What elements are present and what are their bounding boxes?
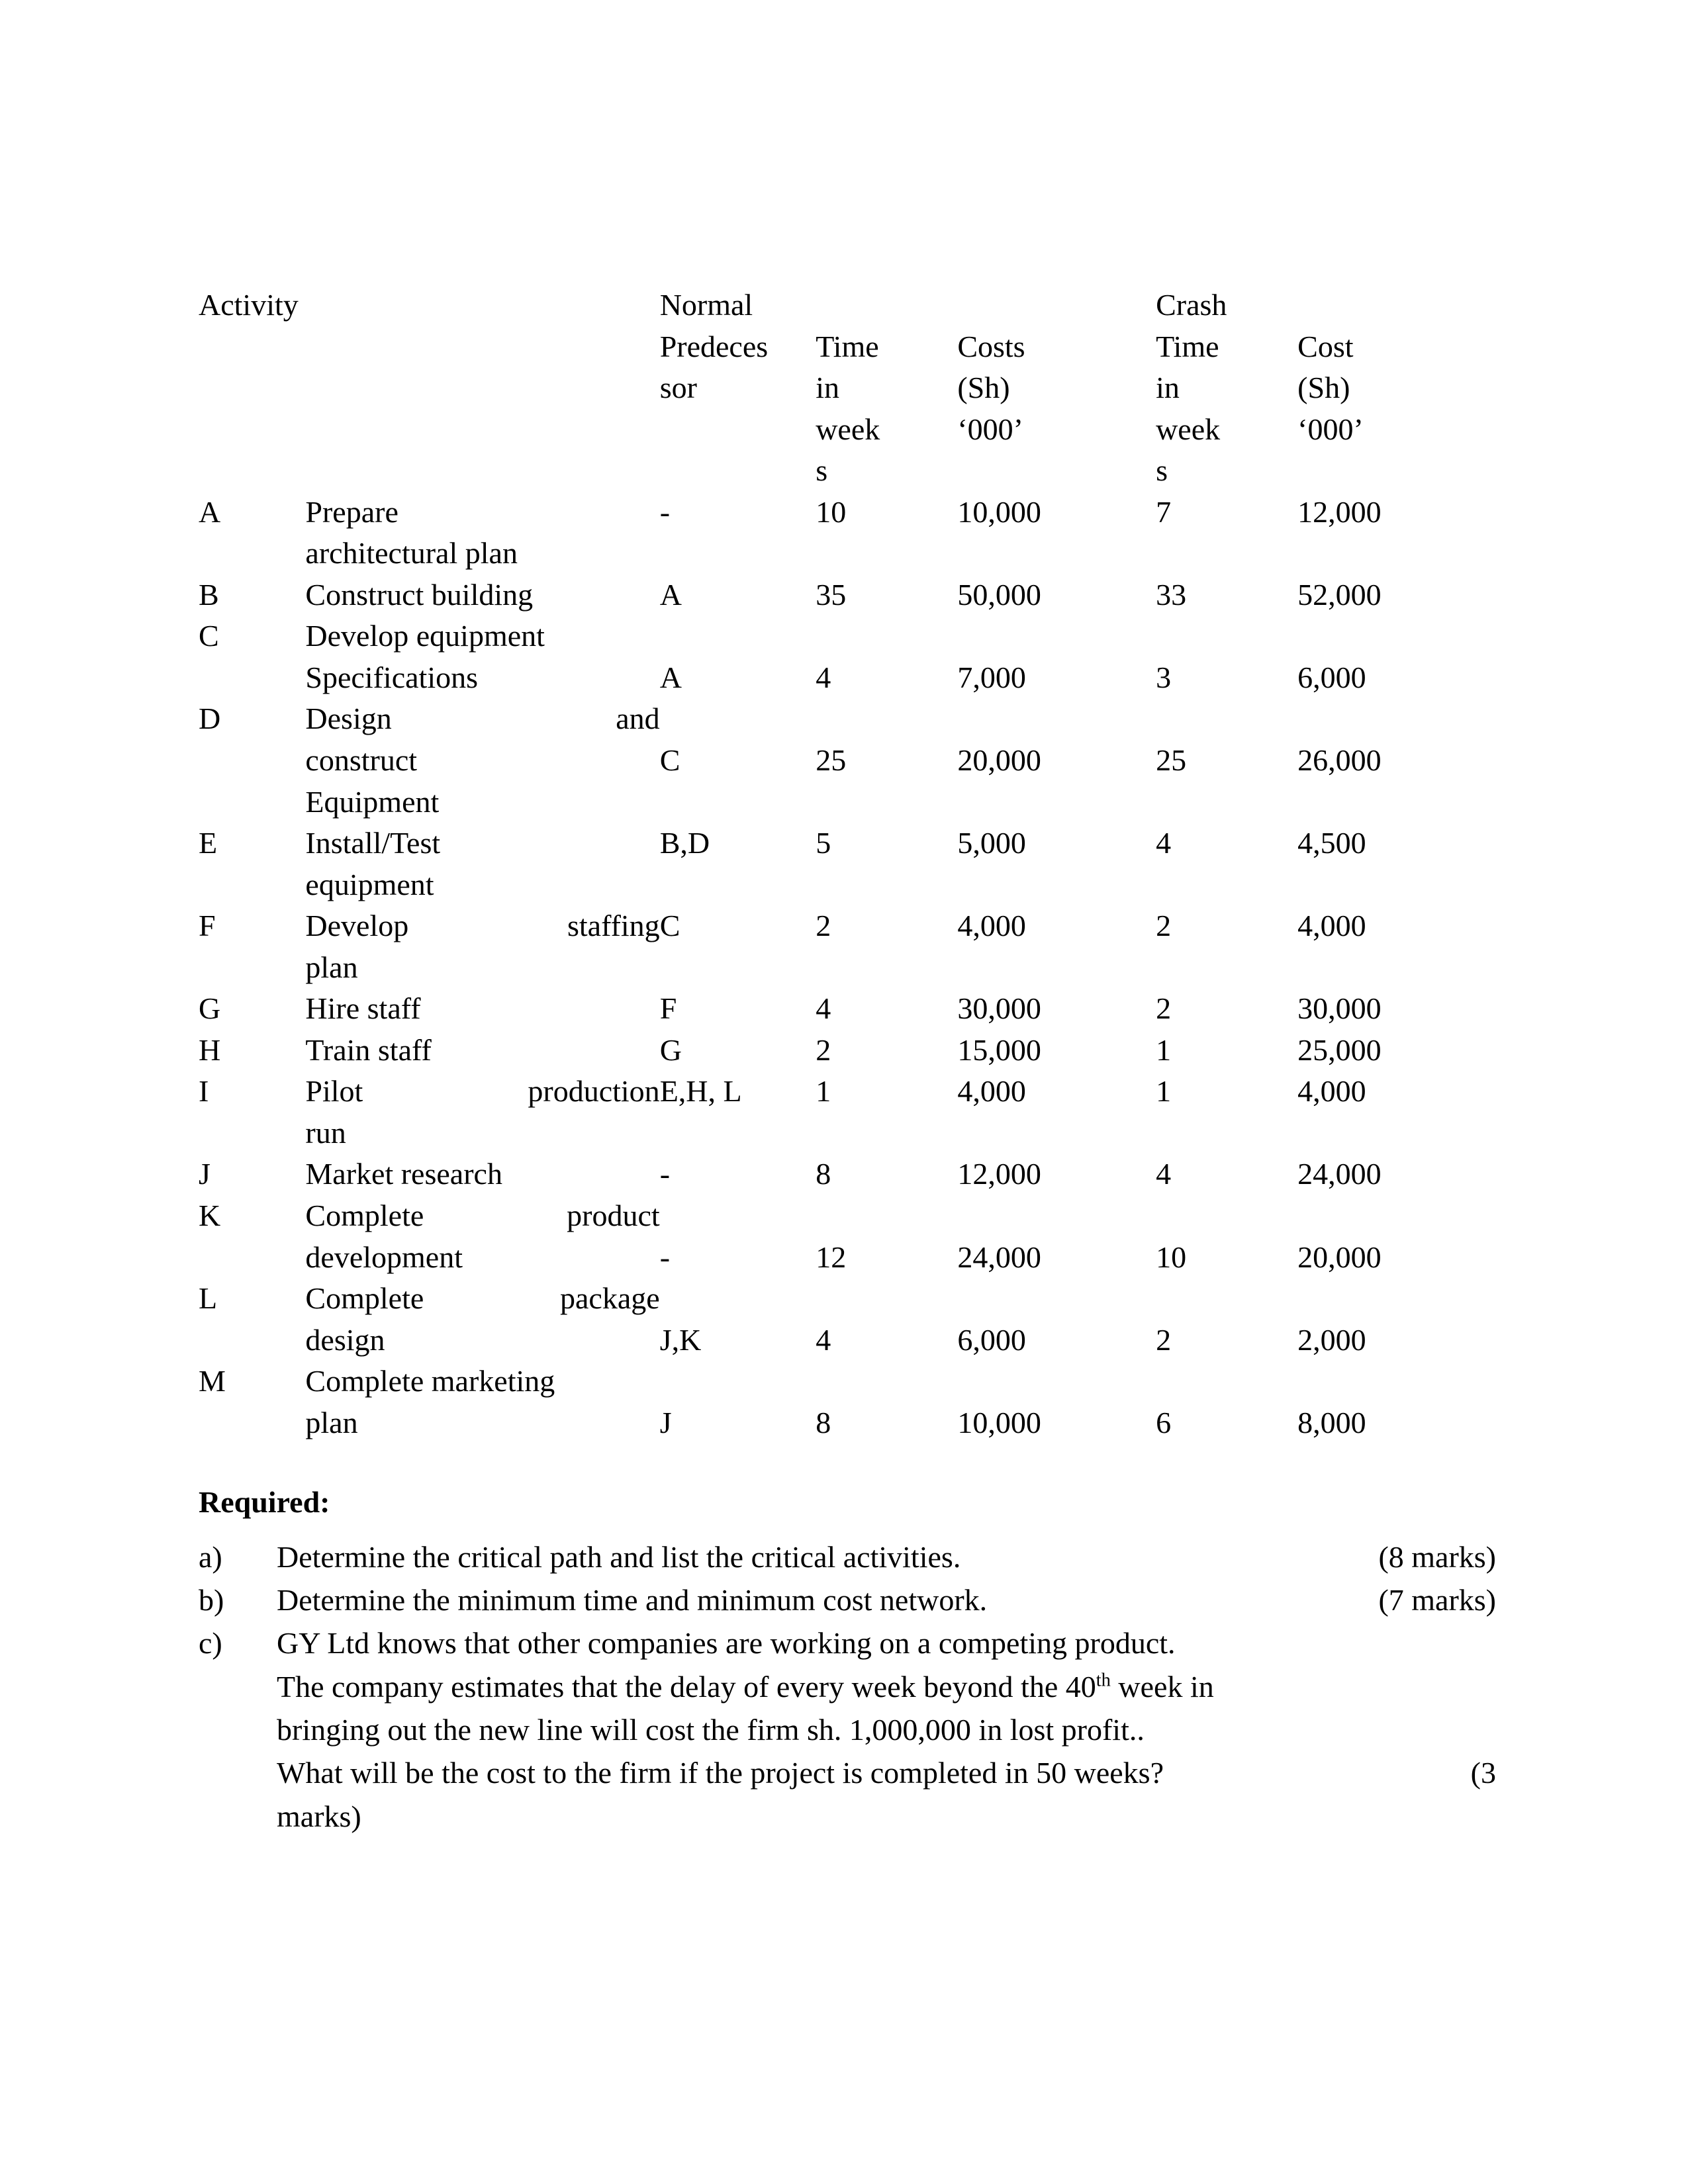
- question-text-b: Determine the minimum time and minimum cost network.: [277, 1583, 988, 1617]
- table-header-labels-row: [199, 326, 1496, 492]
- table-row: [199, 1030, 1496, 1071]
- row-code-blank: [199, 1113, 305, 1154]
- table-row-continuation: [199, 740, 1496, 782]
- table-row: [199, 574, 1496, 616]
- row-normal-time: 25: [816, 743, 847, 778]
- question-body-a: [277, 1535, 1496, 1578]
- question-marks-b: (7 marks): [1378, 1583, 1496, 1617]
- row-description-line1: Hire staff: [305, 991, 421, 1026]
- row-description-cont: [305, 1113, 659, 1154]
- header-normal-cost-line3: ‘000’: [957, 412, 1023, 446]
- row-description-cont: [305, 740, 659, 782]
- row-blank-cells: [660, 1361, 1496, 1402]
- row-description-line1: Train staff: [305, 1032, 432, 1067]
- row-description-line1: Pilot production: [305, 1074, 660, 1109]
- row-description-cont: [305, 657, 659, 699]
- header-normal-time-line4: s: [816, 453, 828, 488]
- row-blank-cells: [660, 864, 1496, 906]
- row-code-blank: [199, 782, 305, 823]
- row-blank-cells: [660, 698, 1496, 740]
- row-crash-time: 33: [1156, 577, 1187, 612]
- row-predecessor: C: [659, 743, 680, 778]
- row-normal-cost: 4,000: [957, 1074, 1026, 1109]
- row-description: [305, 1030, 659, 1071]
- header-blank-code: [199, 326, 305, 492]
- row-normal-time: 4: [816, 991, 831, 1026]
- row-normal-cost: 10,000: [957, 1405, 1041, 1439]
- row-code-blank: [199, 533, 305, 574]
- row-description-line2: architectural plan: [305, 536, 518, 570]
- row-crash-time: 1: [1156, 1074, 1172, 1109]
- header-group-crash: Crash: [1156, 288, 1227, 322]
- question-item-c: [199, 1621, 1496, 1664]
- row-code-blank: [199, 1402, 305, 1444]
- row-predecessor: -: [659, 1240, 671, 1274]
- question-body-c: [277, 1621, 1496, 1664]
- row-normal-cost: 15,000: [957, 1032, 1041, 1067]
- row-crash-cost: 24,000: [1297, 1157, 1382, 1191]
- row-description-line2: plan: [305, 950, 358, 984]
- header-blank-desc: [305, 326, 659, 492]
- row-crash-cost: 4,000: [1297, 909, 1366, 943]
- header-crash-cost: [1297, 326, 1496, 492]
- table-row: [199, 905, 1496, 947]
- row-description-line2: development: [305, 1240, 463, 1274]
- header-crash-time-line3: week: [1156, 412, 1221, 446]
- row-normal-time: 4: [816, 660, 831, 694]
- row-code: H: [199, 1032, 221, 1067]
- table-row: [199, 1195, 1496, 1237]
- row-predecessor: J,K: [659, 1322, 702, 1357]
- row-crash-cost: 26,000: [1297, 743, 1382, 778]
- row-code-blank: [199, 657, 305, 699]
- row-code-blank: [199, 740, 305, 782]
- row-normal-time: 4: [816, 1322, 831, 1357]
- row-blank-cells: [660, 1195, 1496, 1237]
- header-spacer-ncost: [957, 285, 1156, 326]
- row-predecessor: -: [659, 494, 671, 529]
- question-c-continuation: [199, 1665, 1496, 1838]
- row-predecessor: A: [659, 577, 682, 612]
- row-description-cont: [305, 947, 659, 989]
- row-crash-cost: 8,000: [1297, 1405, 1366, 1439]
- header-normal-cost-line2: (Sh): [957, 371, 1010, 405]
- row-description-line2: Specifications: [305, 660, 478, 694]
- row-code-blank: [199, 1237, 305, 1279]
- row-crash-time: 7: [1156, 494, 1172, 529]
- row-description-line2: construct: [305, 743, 418, 778]
- row-crash-time: 3: [1156, 660, 1172, 694]
- row-normal-time: 5: [816, 826, 831, 860]
- header-activity-spacer: [305, 285, 659, 326]
- row-normal-cost: 7,000: [957, 660, 1026, 694]
- row-normal-time: 8: [816, 1405, 831, 1439]
- row-normal-time: 2: [816, 1032, 831, 1067]
- question-marks-a: (8 marks): [1378, 1539, 1496, 1574]
- table-row: [199, 492, 1496, 533]
- row-description-line1: Develop staffing: [305, 909, 660, 943]
- row-code: F: [199, 909, 216, 943]
- question-marker-a: a): [199, 1539, 222, 1574]
- row-description-line1: Install/Test: [305, 826, 441, 860]
- row-normal-cost: 24,000: [957, 1240, 1041, 1274]
- header-normal-time-line1: Time: [816, 329, 879, 363]
- row-crash-cost: 6,000: [1297, 660, 1366, 694]
- row-crash-time: 10: [1156, 1240, 1187, 1274]
- header-crash-cost-line2: (Sh): [1297, 371, 1350, 405]
- row-code: J: [199, 1157, 211, 1191]
- row-code: M: [199, 1364, 226, 1398]
- row-predecessor: A: [659, 660, 682, 694]
- table-row-continuation: [199, 1402, 1496, 1444]
- row-description: [305, 905, 659, 947]
- question-text-a: Determine the critical path and list the critical activities.: [277, 1539, 961, 1574]
- row-blank-cells: [660, 782, 1496, 823]
- row-code: D: [199, 702, 221, 736]
- question-c-line5: marks): [277, 1799, 361, 1833]
- row-description: [305, 1071, 659, 1113]
- row-description: [305, 698, 659, 740]
- table-row-continuation: [199, 1320, 1496, 1361]
- header-crash-time-line4: s: [1156, 453, 1168, 488]
- row-normal-time: 35: [816, 577, 847, 612]
- row-predecessor: C: [659, 909, 680, 943]
- header-crash-time-line2: in: [1156, 371, 1180, 405]
- table-row: [199, 698, 1496, 740]
- row-normal-cost: 30,000: [957, 991, 1041, 1026]
- row-crash-time: 6: [1156, 1405, 1172, 1439]
- header-activity: Activity: [199, 288, 299, 322]
- question-item-a: [199, 1535, 1496, 1578]
- row-description-line2: equipment: [305, 867, 434, 901]
- row-code: I: [199, 1074, 209, 1109]
- header-group-normal: Normal: [659, 288, 753, 322]
- row-description-cont: [305, 1320, 659, 1361]
- header-crash-cost-line3: ‘000’: [1297, 412, 1364, 446]
- activity-crash-table: [199, 285, 1496, 1443]
- row-description-line1: Complete package: [305, 1281, 660, 1316]
- row-code: E: [199, 826, 218, 860]
- question-c-line2-pre: The company estimates that the delay of every week beyond the 40: [277, 1669, 1096, 1704]
- question-c-marks-partial: (3: [1470, 1756, 1496, 1790]
- header-crash-time-line1: Time: [1156, 329, 1219, 363]
- row-description-line2: design: [305, 1322, 385, 1357]
- header-predecessor: [660, 326, 816, 492]
- row-description-line1: Develop equipment: [305, 619, 545, 653]
- row-normal-cost: 50,000: [957, 577, 1041, 612]
- row-description: [305, 1361, 659, 1402]
- row-crash-cost: 52,000: [1297, 577, 1382, 612]
- question-c-line4-wrap: [277, 1751, 1496, 1794]
- table-row-continuation: [199, 1113, 1496, 1154]
- row-code: A: [199, 494, 221, 529]
- row-crash-time: 2: [1156, 1322, 1172, 1357]
- row-code-blank: [199, 864, 305, 906]
- table-row-continuation: [199, 533, 1496, 574]
- row-description-line1: Prepare: [305, 494, 399, 529]
- row-normal-time: 2: [816, 909, 831, 943]
- table-row: [199, 1278, 1496, 1320]
- row-crash-cost: 4,000: [1297, 1074, 1366, 1109]
- row-crash-time: 25: [1156, 743, 1187, 778]
- row-predecessor: E,H, L: [659, 1074, 742, 1109]
- row-normal-time: 8: [816, 1157, 831, 1191]
- row-description: [305, 1278, 659, 1320]
- row-normal-cost: 10,000: [957, 494, 1041, 529]
- row-description-cont: [305, 864, 659, 906]
- row-predecessor: B,D: [659, 826, 710, 860]
- row-blank-cells: [660, 1278, 1496, 1320]
- question-c-line2: [277, 1665, 1496, 1708]
- question-c-line4: What will be the cost to the firm if the project is completed in 50 weeks?: [277, 1756, 1164, 1790]
- header-spacer-ccost: [1297, 285, 1496, 326]
- table-row-continuation: [199, 1237, 1496, 1279]
- header-normal-cost: [957, 326, 1156, 492]
- row-predecessor: G: [659, 1032, 682, 1067]
- header-predecessor-line1: Predeces: [659, 329, 769, 363]
- question-c-line2-post: week in: [1110, 1669, 1214, 1704]
- document-content: [199, 285, 1496, 1838]
- row-normal-time: 10: [816, 494, 847, 529]
- row-description-line1: Complete marketing: [305, 1364, 555, 1398]
- row-code: C: [199, 619, 219, 653]
- row-description: [305, 988, 659, 1030]
- row-description-line2: run: [305, 1115, 346, 1150]
- table-row: [199, 1071, 1496, 1113]
- row-description: [305, 615, 659, 657]
- required-question-list: [199, 1535, 1496, 1838]
- row-normal-cost: 5,000: [957, 826, 1026, 860]
- table-row: [199, 988, 1496, 1030]
- row-code: B: [199, 577, 219, 612]
- row-crash-time: 1: [1156, 1032, 1172, 1067]
- row-normal-time: 1: [816, 1074, 831, 1109]
- question-body-b: [277, 1578, 1496, 1621]
- row-crash-cost: 12,000: [1297, 494, 1382, 529]
- row-blank-cells: [660, 1113, 1496, 1154]
- row-description-line3: Equipment: [305, 784, 440, 819]
- question-marker-b: b): [199, 1583, 224, 1617]
- row-predecessor: -: [659, 1157, 671, 1191]
- question-marker-c: c): [199, 1626, 222, 1661]
- row-code-blank: [199, 947, 305, 989]
- table-row-continuation: [199, 947, 1496, 989]
- table-row: [199, 823, 1496, 864]
- row-crash-time: 2: [1156, 991, 1172, 1026]
- row-crash-cost: 30,000: [1297, 991, 1382, 1026]
- row-predecessor: J: [659, 1405, 672, 1439]
- row-description-line1: Construct building: [305, 577, 534, 612]
- row-predecessor: F: [659, 991, 677, 1026]
- question-c-line2-superscript: th: [1096, 1670, 1111, 1691]
- question-item-b: [199, 1578, 1496, 1621]
- table-row-continuation: [199, 657, 1496, 699]
- table-row: [199, 1154, 1496, 1195]
- row-description: [305, 1195, 659, 1237]
- question-c-line3: bringing out the new line will cost the firm sh. 1,000,000 in lost profit..: [277, 1713, 1145, 1747]
- required-heading: Required:: [199, 1485, 330, 1520]
- row-code-blank: [199, 1320, 305, 1361]
- row-normal-cost: 20,000: [957, 743, 1041, 778]
- row-description-line1: Market research: [305, 1157, 502, 1191]
- row-crash-time: 2: [1156, 909, 1172, 943]
- question-c-line1: GY Ltd knows that other companies are working on a competing product.: [277, 1626, 1176, 1661]
- row-crash-cost: 25,000: [1297, 1032, 1382, 1067]
- row-crash-time: 4: [1156, 1157, 1172, 1191]
- row-description: [305, 574, 659, 616]
- header-predecessor-line2: sor: [659, 371, 697, 405]
- header-normal-cost-line1: Costs: [957, 329, 1025, 363]
- row-description: [305, 492, 659, 533]
- table-header-group-row: [199, 285, 1496, 326]
- row-normal-cost: 12,000: [957, 1157, 1041, 1191]
- row-normal-cost: 6,000: [957, 1322, 1026, 1357]
- header-normal-time-line2: in: [816, 371, 839, 405]
- row-blank-cells: [660, 615, 1496, 657]
- row-description: [305, 1154, 659, 1195]
- header-spacer-ntime: [816, 285, 957, 326]
- row-code: K: [199, 1199, 221, 1233]
- table-row: [199, 1361, 1496, 1402]
- header-crash-cost-line1: Cost: [1297, 329, 1354, 363]
- row-blank-cells: [660, 533, 1496, 574]
- header-normal-time: [816, 326, 957, 492]
- row-crash-cost: 2,000: [1297, 1322, 1366, 1357]
- table-row-continuation: [199, 782, 1496, 823]
- table-row-continuation: [199, 864, 1496, 906]
- row-description-cont: [305, 782, 659, 823]
- row-crash-cost: 20,000: [1297, 1240, 1382, 1274]
- row-crash-time: 4: [1156, 826, 1172, 860]
- row-description-line1: Design and: [305, 702, 660, 736]
- row-normal-time: 12: [816, 1240, 847, 1274]
- header-crash-time: [1156, 326, 1297, 492]
- header-normal-time-line3: week: [816, 412, 880, 446]
- row-description-cont: [305, 1237, 659, 1279]
- row-blank-cells: [660, 947, 1496, 989]
- row-description: [305, 823, 659, 864]
- row-description-cont: [305, 533, 659, 574]
- row-description-cont: [305, 1402, 659, 1444]
- table-row: [199, 615, 1496, 657]
- row-description-line2: plan: [305, 1405, 358, 1439]
- row-code: G: [199, 991, 221, 1026]
- row-code: L: [199, 1281, 218, 1316]
- row-normal-cost: 4,000: [957, 909, 1026, 943]
- row-description-line1: Complete product: [305, 1199, 660, 1233]
- row-crash-cost: 4,500: [1297, 826, 1366, 860]
